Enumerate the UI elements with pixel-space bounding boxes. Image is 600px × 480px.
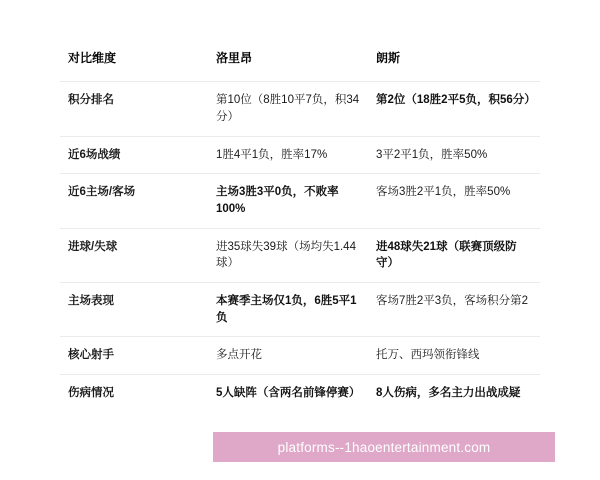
row-dimension-label: 主场表现 — [60, 283, 208, 337]
row-dimension-label: 近6主场/客场 — [60, 174, 208, 228]
row-value-team-a: 多点开花 — [208, 337, 368, 375]
row-value-team-a: 本赛季主场仅1负，6胜5平1负 — [208, 283, 368, 337]
row-value-team-b: 进48球失21球（联赛顶级防守） — [368, 228, 540, 282]
row-value-team-b: 客场3胜2平1负，胜率50% — [368, 174, 540, 228]
row-value-team-a: 第10位（8胜10平7负，积34分） — [208, 82, 368, 136]
row-dimension-label: 核心射手 — [60, 337, 208, 375]
table-row — [60, 136, 540, 174]
row-value-team-b: 8人伤病，多名主力出战成疑 — [376, 387, 521, 400]
table-row — [60, 228, 540, 282]
watermark-text: platforms--1haoentertainment.com — [277, 439, 491, 455]
row-value-team-b: 第2位（18胜2平5负，积56分） — [368, 82, 540, 136]
comparison-table-container — [60, 42, 540, 412]
row-dimension-label: 进球/失球 — [60, 228, 208, 282]
row-value-team-b: 托万、西玛领衔锋线 — [368, 337, 540, 375]
table-row — [60, 283, 540, 337]
row-value-team-a: 主场3胜3平0负，不败率100% — [208, 174, 368, 228]
row-value-team-a: 1胜4平1负，胜率17% — [208, 136, 368, 174]
row-value-team-b: 3平2平1负，胜率50% — [368, 136, 540, 174]
row-dimension-label: 伤病情况 — [68, 387, 114, 400]
row-dimension-label: 积分排名 — [60, 82, 208, 136]
table-header-row — [60, 42, 540, 82]
watermark-banner — [213, 432, 555, 462]
row-value-team-a: 进35球失39球（场均失1.44球） — [208, 228, 368, 282]
column-header-dimension: 对比维度 — [60, 42, 208, 82]
table-row — [60, 375, 540, 412]
row-value-team-a: 5人缺阵（含两名前锋停赛） — [216, 387, 361, 400]
row-dimension-label: 近6场战绩 — [60, 136, 208, 174]
comparison-table — [60, 42, 540, 412]
row-value-team-b: 客场7胜2平3负，客场积分第2 — [368, 283, 540, 337]
column-header-team-a: 洛里昂 — [208, 42, 368, 82]
table-row — [60, 82, 540, 136]
table-row — [60, 337, 540, 375]
table-row — [60, 174, 540, 228]
column-header-team-b: 朗斯 — [368, 42, 540, 82]
